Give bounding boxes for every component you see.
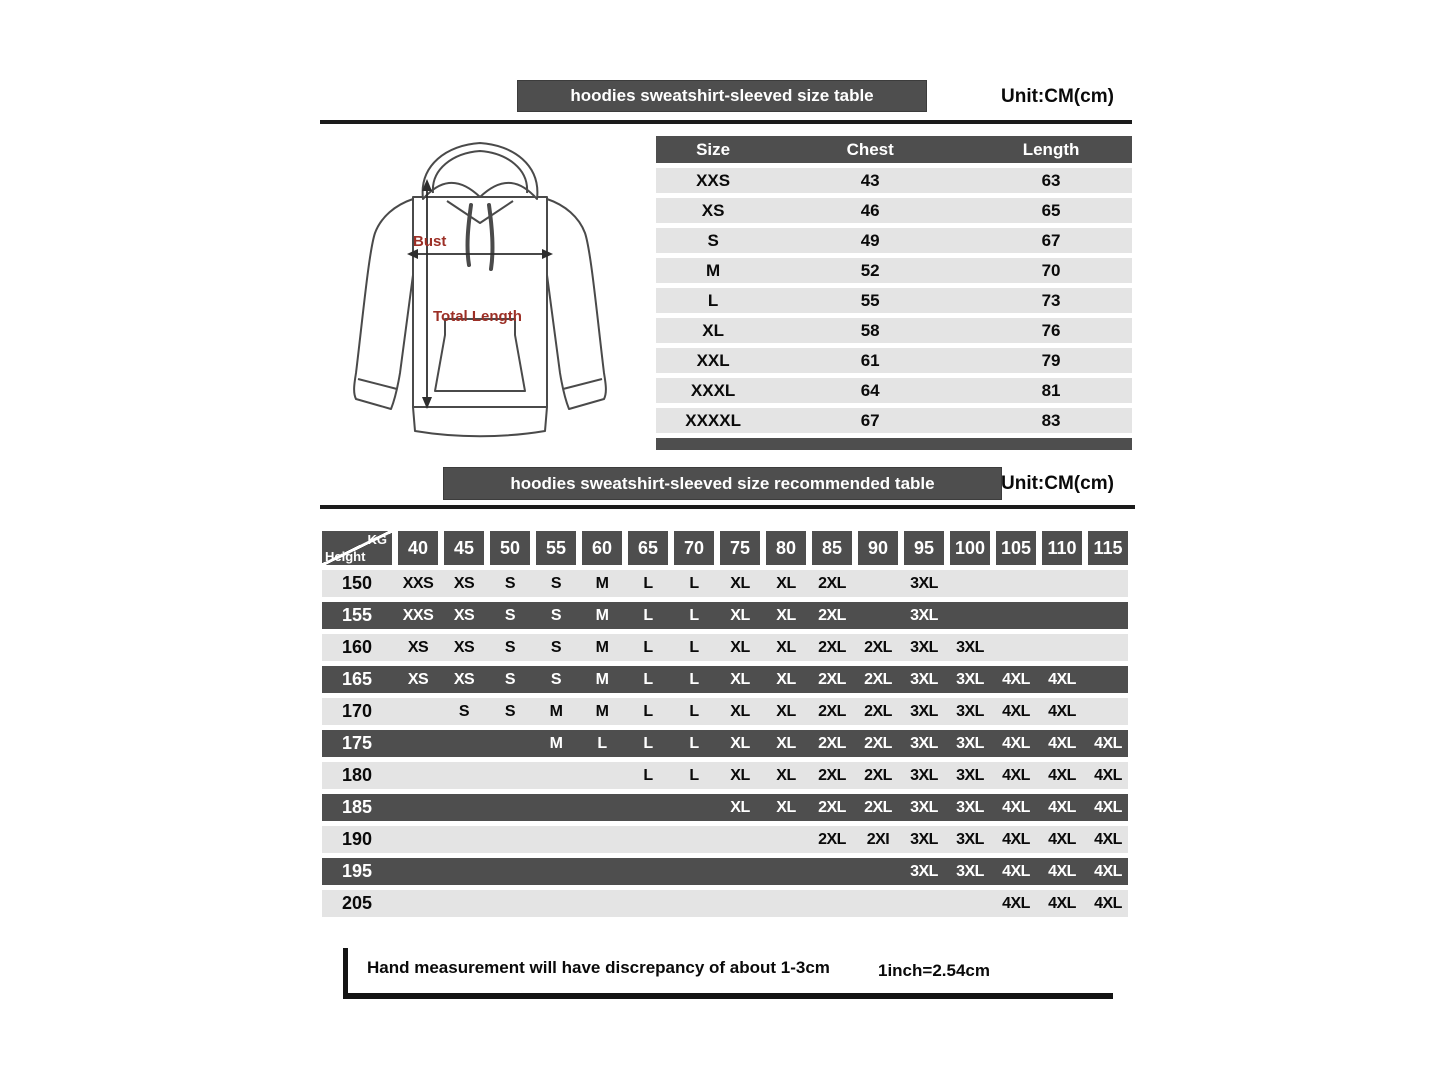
- recommended-table-title: hoodies sweatshirt-sleeved size recommended table: [510, 473, 935, 493]
- recommended-size-cell: 4XL: [1002, 862, 1030, 880]
- recommended-size-cell: 3XL: [910, 638, 938, 656]
- height-row: [322, 666, 1128, 693]
- recommended-size-cell: M: [549, 702, 563, 720]
- recommended-size-cell: M: [595, 638, 609, 656]
- recommended-size-cell: 4XL: [1002, 798, 1030, 816]
- recommended-size-cell: XL: [776, 606, 796, 624]
- weight-header-cell: 55: [536, 531, 576, 565]
- recommended-size-cell: 3XL: [956, 702, 984, 720]
- recommended-size-cell: L: [643, 606, 653, 624]
- length-cell: 70: [1041, 260, 1061, 280]
- recommended-size-cell: 2XL: [818, 766, 846, 784]
- recommended-size-cell: XL: [776, 670, 796, 688]
- recommended-size-cell: 4XL: [1094, 766, 1122, 784]
- bust-label: Bust: [413, 233, 447, 250]
- size-table: [656, 136, 1132, 450]
- recommended-size-cell: XL: [730, 734, 750, 752]
- size-table-row: [656, 228, 1132, 253]
- recommended-size-cell: 2XL: [818, 606, 846, 624]
- recommended-size-cell: 3XL: [910, 798, 938, 816]
- kg-height-corner-cell: [322, 531, 392, 565]
- height-value-cell: 185: [341, 797, 373, 817]
- height-row: [322, 858, 1128, 885]
- recommended-size-cell: 4XL: [1048, 670, 1076, 688]
- recommended-size-cell: XXS: [402, 574, 434, 592]
- height-label: Height: [325, 549, 366, 564]
- recommended-size-cell: 2XL: [818, 702, 846, 720]
- divider-line-middle: [320, 505, 1135, 509]
- recommended-size-cell: S: [550, 638, 562, 656]
- height-value-cell: 160: [341, 637, 373, 657]
- weight-header-cell: 70: [674, 531, 714, 565]
- size-cell: XXS: [696, 170, 731, 190]
- weight-header-cell: 90: [858, 531, 898, 565]
- size-table-row: [656, 168, 1132, 193]
- recommended-size-cell: S: [550, 670, 562, 688]
- recommended-size-cell: 3XL: [910, 766, 938, 784]
- recommended-size-cell: 4XL: [1002, 894, 1030, 912]
- recommended-size-cell: 2XL: [818, 734, 846, 752]
- length-cell: 76: [1041, 320, 1061, 340]
- height-value-cell: 190: [341, 829, 373, 849]
- length-cell: 83: [1041, 410, 1061, 430]
- recommended-size-cell: S: [504, 638, 516, 656]
- recommended-size-cell: XL: [730, 574, 750, 592]
- kg-label: KG: [367, 532, 387, 547]
- recommended-size-cell: L: [643, 734, 653, 752]
- weight-header-cell: 85: [812, 531, 852, 565]
- recommended-size-cell: XXS: [402, 606, 434, 624]
- recommended-size-cell: L: [597, 734, 607, 752]
- height-value-cell: 205: [341, 893, 373, 913]
- recommended-table-title-bar: [443, 467, 1002, 500]
- size-table-row: [656, 408, 1132, 433]
- recommended-size-cell: XL: [776, 798, 796, 816]
- total-length-label: Total Length: [433, 308, 522, 325]
- recommended-size-cell: L: [643, 638, 653, 656]
- recommended-size-cell: 3XL: [910, 734, 938, 752]
- recommended-size-cell: 4XL: [1048, 702, 1076, 720]
- recommended-size-cell: 4XL: [1048, 766, 1076, 784]
- size-cell: M: [706, 260, 721, 280]
- recommended-size-cell: 3XL: [956, 862, 984, 880]
- recommended-size-cell: 4XL: [1002, 830, 1030, 848]
- weight-header-cell: 40: [398, 531, 438, 565]
- recommended-size-cell: L: [643, 766, 653, 784]
- weight-header-cell: 45: [444, 531, 484, 565]
- inch-conversion-note: 1inch=2.54cm: [878, 961, 990, 980]
- recommended-size-cell: XS: [453, 574, 475, 592]
- height-row: [322, 634, 1128, 661]
- recommended-size-cell: M: [595, 702, 609, 720]
- recommended-size-cell: S: [458, 702, 470, 720]
- recommended-size-cell: 2XL: [818, 574, 846, 592]
- recommended-size-cell: XL: [776, 734, 796, 752]
- recommended-size-cell: 4XL: [1048, 734, 1076, 752]
- size-table-row: [656, 318, 1132, 343]
- length-cell: 65: [1041, 200, 1061, 220]
- recommended-size-cell: XL: [730, 702, 750, 720]
- size-table-row: [656, 378, 1132, 403]
- recommended-size-cell: XL: [730, 766, 750, 784]
- weight-header-cell: 80: [766, 531, 806, 565]
- hoodie-measurement-diagram: [335, 135, 625, 465]
- size-table-row: [656, 288, 1132, 313]
- size-cell: XL: [702, 320, 724, 340]
- recommended-size-cell: XL: [730, 670, 750, 688]
- chest-cell: 64: [860, 380, 880, 400]
- recommended-table-unit-label: Unit:CM(cm): [1001, 473, 1114, 494]
- recommended-size-cell: 4XL: [1002, 766, 1030, 784]
- height-row: [322, 730, 1128, 757]
- recommended-size-cell: S: [504, 670, 516, 688]
- recommended-size-cell: 3XL: [910, 606, 938, 624]
- height-value-cell: 195: [341, 861, 373, 881]
- recommended-size-cell: 2XL: [818, 638, 846, 656]
- height-row: [322, 602, 1128, 629]
- hoodie-hem-band: [413, 407, 547, 436]
- recommended-size-cell: S: [550, 574, 562, 592]
- recommended-size-cell: 2XL: [864, 638, 892, 656]
- hoodie-right-sleeve: [547, 199, 606, 409]
- recommended-size-cell: L: [689, 734, 699, 752]
- chest-cell: 61: [860, 350, 880, 370]
- recommended-size-cell: 4XL: [1048, 862, 1076, 880]
- length-column-header: Length: [1022, 139, 1080, 159]
- recommended-size-cell: 2XL: [818, 830, 846, 848]
- recommended-size-cell: 3XL: [956, 798, 984, 816]
- weight-header-cell: 75: [720, 531, 760, 565]
- recommended-size-cell: XL: [730, 798, 750, 816]
- weight-header-cell: 110: [1042, 531, 1082, 565]
- chest-cell: 52: [860, 260, 880, 280]
- hoodie-left-sleeve: [354, 199, 413, 409]
- recommended-size-cell: 4XL: [1094, 862, 1122, 880]
- recommended-size-cell: 3XL: [956, 734, 984, 752]
- recommended-size-cell: XL: [776, 702, 796, 720]
- size-table-body: [656, 168, 1132, 433]
- size-column-header: Size: [696, 139, 731, 159]
- recommended-size-cell: XS: [453, 670, 475, 688]
- recommended-size-cell: 3XL: [910, 702, 938, 720]
- size-table-title: hoodies sweatshirt-sleeved size table: [570, 86, 874, 105]
- recommended-size-cell: XL: [776, 638, 796, 656]
- recommended-size-cell: M: [595, 606, 609, 624]
- hoodie-pocket: [435, 319, 525, 391]
- chest-cell: 43: [860, 170, 880, 190]
- recommended-size-matrix: [322, 531, 1128, 917]
- recommended-size-cell: L: [689, 606, 699, 624]
- weight-header-cell: 50: [490, 531, 530, 565]
- size-table-bottom-bar: [656, 438, 1132, 450]
- recommended-size-cell: 4XL: [1002, 734, 1030, 752]
- recommended-size-cell: XL: [730, 606, 750, 624]
- height-row: [322, 826, 1128, 853]
- height-row: [322, 794, 1128, 821]
- recommended-size-cell: 2XL: [864, 798, 892, 816]
- length-cell: 81: [1041, 380, 1061, 400]
- recommended-size-cell: 3XL: [910, 670, 938, 688]
- recommended-size-cell: XS: [407, 670, 429, 688]
- recommended-size-cell: 3XL: [910, 830, 938, 848]
- recommended-size-cell: S: [504, 702, 516, 720]
- recommended-size-cell: XL: [776, 574, 796, 592]
- recommended-size-cell: 3XL: [956, 766, 984, 784]
- size-cell: L: [707, 290, 719, 310]
- length-cell: 73: [1041, 290, 1061, 310]
- footer-vertical-rule: [343, 948, 348, 997]
- recommended-size-cell: 3XL: [956, 670, 984, 688]
- height-value-cell: 150: [341, 573, 373, 593]
- recommended-size-cell: 4XL: [1094, 734, 1122, 752]
- height-row: [322, 698, 1128, 725]
- recommended-size-cell: 4XL: [1002, 670, 1030, 688]
- recommended-size-cell: 4XL: [1048, 798, 1076, 816]
- chest-cell: 49: [860, 230, 880, 250]
- recommended-size-cell: XL: [776, 766, 796, 784]
- recommended-size-cell: L: [689, 670, 699, 688]
- recommended-size-cell: 3XL: [910, 574, 938, 592]
- height-row: [322, 570, 1128, 597]
- size-table-unit-label: Unit:CM(cm): [1001, 86, 1114, 107]
- recommended-size-cell: 2XL: [818, 798, 846, 816]
- recommended-size-cell: 2XL: [864, 702, 892, 720]
- height-value-cell: 170: [341, 701, 373, 721]
- size-cell: S: [707, 230, 719, 250]
- recommended-size-cell: 4XL: [1094, 894, 1122, 912]
- recommended-size-cell: 4XL: [1048, 830, 1076, 848]
- measurement-discrepancy-note: Hand measurement will have discrepancy of about 1-3cm: [367, 958, 830, 977]
- size-cell: XS: [701, 200, 725, 220]
- divider-line-top: [320, 120, 1132, 124]
- size-cell: XXXL: [690, 380, 736, 400]
- recommended-size-cell: 2XL: [818, 670, 846, 688]
- recommended-size-cell: L: [689, 638, 699, 656]
- recommended-size-cell: 2XL: [864, 670, 892, 688]
- recommended-size-cell: S: [504, 606, 516, 624]
- recommended-size-cell: XS: [453, 638, 475, 656]
- recommended-size-matrix-body: [322, 570, 1128, 917]
- recommended-size-cell: 3XL: [956, 830, 984, 848]
- recommended-size-cell: 2XL: [864, 766, 892, 784]
- height-row: [322, 762, 1128, 789]
- recommended-size-cell: 2XI: [866, 830, 890, 848]
- size-cell: XXL: [696, 350, 730, 370]
- size-table-row: [656, 348, 1132, 373]
- chest-cell: 67: [860, 410, 880, 430]
- recommended-size-cell: S: [504, 574, 516, 592]
- footer-horizontal-rule: [343, 993, 1113, 999]
- recommended-size-cell: M: [595, 574, 609, 592]
- recommended-size-cell: L: [689, 766, 699, 784]
- recommended-size-cell: 3XL: [956, 638, 984, 656]
- weight-header-cell: 105: [996, 531, 1036, 565]
- height-value-cell: 180: [341, 765, 373, 785]
- recommended-size-cell: L: [689, 702, 699, 720]
- recommended-size-cell: L: [689, 574, 699, 592]
- recommended-size-cell: L: [643, 574, 653, 592]
- recommended-size-cell: XS: [407, 638, 429, 656]
- weight-header-cell: 100: [950, 531, 990, 565]
- recommended-size-cell: L: [643, 702, 653, 720]
- size-table-row: [656, 258, 1132, 283]
- recommended-size-cell: S: [550, 606, 562, 624]
- chest-cell: 46: [860, 200, 880, 220]
- weight-header-cell: 115: [1088, 531, 1128, 565]
- weight-header-cell: 65: [628, 531, 668, 565]
- recommended-size-cell: 4XL: [1094, 798, 1122, 816]
- length-cell: 79: [1041, 350, 1061, 370]
- height-row: [322, 890, 1128, 917]
- size-table-title-bar: [517, 80, 927, 112]
- recommended-size-cell: 4XL: [1094, 830, 1122, 848]
- height-value-cell: 155: [341, 605, 373, 625]
- recommended-size-cell: L: [643, 670, 653, 688]
- height-value-cell: 165: [341, 669, 373, 689]
- length-cell: 63: [1041, 170, 1061, 190]
- recommended-size-cell: XS: [453, 606, 475, 624]
- length-cell: 67: [1041, 230, 1061, 250]
- recommended-size-cell: XL: [730, 638, 750, 656]
- size-cell: XXXXL: [685, 410, 741, 430]
- recommended-size-cell: M: [549, 734, 563, 752]
- weight-header-cell: 60: [582, 531, 622, 565]
- size-table-header-row: [656, 136, 1132, 163]
- recommended-size-cell: 4XL: [1002, 702, 1030, 720]
- recommended-size-cell: 2XL: [864, 734, 892, 752]
- weight-header-row: [322, 531, 1128, 565]
- chest-cell: 55: [860, 290, 880, 310]
- recommended-size-cell: 4XL: [1048, 894, 1076, 912]
- chest-cell: 58: [860, 320, 880, 340]
- chest-column-header: Chest: [846, 139, 894, 159]
- weight-header-cell: 95: [904, 531, 944, 565]
- recommended-size-cell: M: [595, 670, 609, 688]
- height-value-cell: 175: [341, 733, 373, 753]
- recommended-size-cell: 3XL: [910, 862, 938, 880]
- size-table-row: [656, 198, 1132, 223]
